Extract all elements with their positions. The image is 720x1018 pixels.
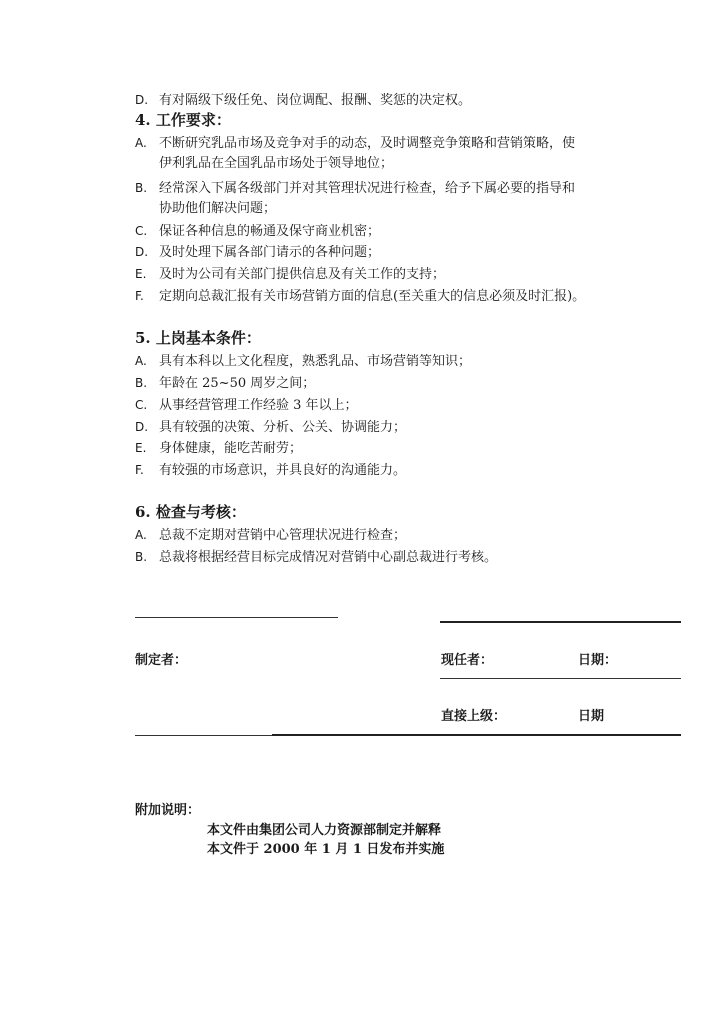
superior-label: 直接上级：	[441, 709, 507, 724]
list-text: 定期向总裁汇报有关市场营销方面的信息(至关重大的信息必须及时汇报)。	[159, 289, 586, 304]
list-marker: A.	[135, 528, 147, 542]
list-marker: D.	[135, 93, 149, 107]
list-item	[135, 548, 497, 567]
signature-line-holder	[440, 621, 681, 623]
list-marker: C.	[135, 224, 148, 238]
list-text: 具有本科以上文化程度，熟悉乳品、市场营销等知识；	[159, 354, 472, 369]
list-text: 经常深入下属各级部门并对其管理状况进行检查，给予下属必要的指导和	[159, 181, 576, 196]
list-item	[135, 526, 406, 545]
list-marker: C.	[135, 398, 148, 412]
list-item	[135, 374, 315, 393]
list-text: 有较强的市场意识，并具良好的沟通能力。	[159, 463, 407, 478]
list-item	[135, 179, 575, 198]
date-label: 日期	[578, 709, 605, 724]
list-marker: A.	[135, 136, 147, 150]
date-label: 日期：	[578, 653, 618, 668]
list-item	[135, 265, 445, 284]
list-text: 及时为公司有关部门提供信息及有关工作的支持；	[159, 267, 446, 282]
list-text: 总裁将根据经营目标完成情况对营销中心副总裁进行考核。	[159, 550, 498, 565]
bottom-rule-left	[135, 735, 272, 736]
appendix-line: 本文件于 2000 年 1 月 1 日发布并实施	[207, 842, 445, 857]
section-4-title: 4. 工作要求：	[135, 111, 231, 129]
list-marker: E.	[135, 441, 147, 455]
list-text: 具有较强的决策、分析、公关、协调能力；	[159, 420, 407, 435]
list-marker: F.	[135, 463, 144, 477]
list-text: 不断研究乳品市场及竞争对手的动态，及时调整竞争策略和营销策略，使	[159, 136, 576, 151]
list-item	[135, 91, 471, 110]
list-marker: B.	[135, 376, 148, 390]
list-text: 身体健康，能吃苦耐劳；	[159, 441, 303, 456]
list-item	[135, 418, 406, 437]
list-text-continued: 协助他们解决问题；	[159, 201, 277, 216]
signature-line-author	[135, 617, 338, 618]
bottom-rule-right	[272, 734, 681, 736]
list-text: 从事经营管理工作经验 3 年以上；	[159, 398, 358, 413]
author-label: 制定者：	[135, 653, 188, 668]
appendix-line: 本文件由集团公司人力资源部制定并解释	[207, 823, 442, 838]
list-item	[135, 222, 380, 241]
list-item	[135, 461, 406, 480]
signature-line-superior	[440, 678, 681, 679]
appendix-label: 附加说明：	[135, 803, 201, 818]
list-text: 年龄在 25~50 周岁之间；	[159, 376, 316, 391]
list-item	[135, 352, 471, 371]
list-marker: D.	[135, 420, 149, 434]
list-item	[135, 439, 302, 458]
list-marker: A.	[135, 354, 147, 368]
list-item	[135, 287, 585, 306]
section-6-title: 6. 检查与考核：	[135, 503, 246, 521]
list-text: 总裁不定期对营销中心管理状况进行检查；	[159, 528, 407, 543]
list-text: 及时处理下属各部门请示的各种问题；	[159, 245, 381, 260]
list-marker: D.	[135, 245, 149, 259]
list-marker: F.	[135, 289, 144, 303]
list-marker: B.	[135, 181, 148, 195]
holder-label: 现任者：	[441, 653, 494, 668]
list-marker: B.	[135, 550, 148, 564]
list-text: 保证各种信息的畅通及保守商业机密；	[159, 224, 381, 239]
list-item	[135, 243, 380, 262]
list-marker: E.	[135, 267, 147, 281]
list-item	[135, 134, 575, 153]
list-text: 有对隔级下级任免、岗位调配、报酬、奖惩的决定权。	[159, 93, 472, 108]
list-item	[135, 396, 358, 415]
section-5-title: 5. 上岗基本条件：	[135, 329, 261, 347]
list-text-continued: 伊利乳品在全国乳品市场处于领导地位；	[159, 156, 394, 171]
